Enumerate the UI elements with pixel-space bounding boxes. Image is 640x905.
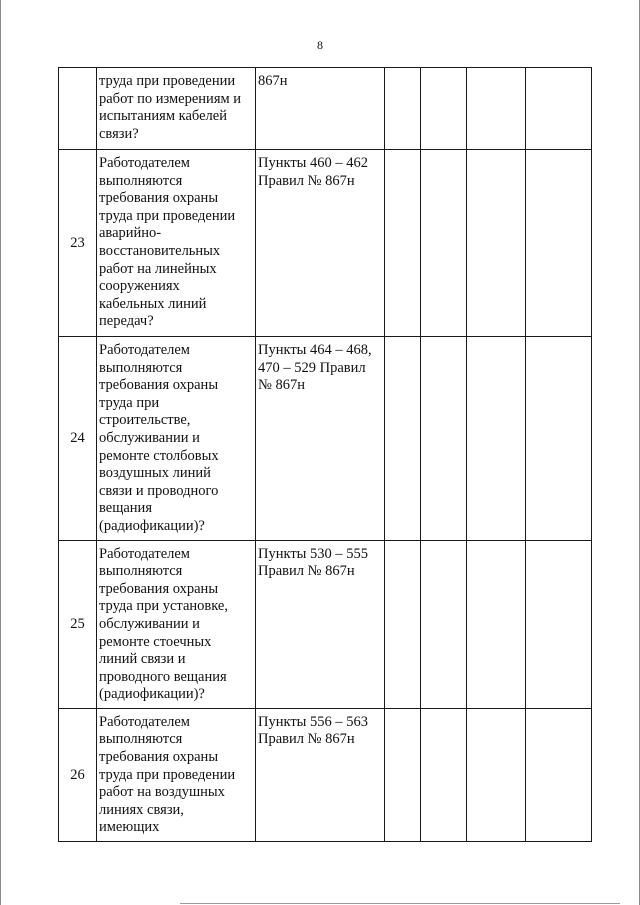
question-cell (97, 540, 256, 708)
reference-cell (256, 337, 385, 541)
text-line: труда при (99, 394, 160, 411)
text-line: аварийно- (99, 225, 162, 242)
text-line: выполняются (99, 563, 183, 580)
text-line: Пункты 556 – 563 (258, 713, 369, 730)
question-cell (97, 150, 256, 337)
reference-cell (256, 540, 385, 708)
text-line: Правил № 867н (258, 172, 355, 189)
row-number-cell: 26 (59, 708, 97, 841)
answer-no-cell (421, 708, 467, 841)
text-line: связи и проводного (99, 482, 219, 499)
reference-cell (256, 708, 385, 841)
text-line: требования охраны (99, 580, 219, 597)
reference-cell (256, 68, 385, 150)
text-line: труда при установке, (99, 598, 228, 615)
text-line: выполняются (99, 731, 183, 748)
text-line: проводного вещания (99, 668, 227, 685)
answer-no-cell (421, 68, 467, 150)
not-applicable-cell (467, 540, 526, 708)
not-applicable-cell (467, 337, 526, 541)
text-line: Работодателем (99, 545, 190, 562)
text-line: выполняются (99, 172, 183, 189)
text-line: испытаниям кабелей (99, 108, 227, 125)
bottom-rule (180, 903, 620, 904)
notes-cell (526, 337, 592, 541)
text-line: линий связи и (99, 651, 186, 668)
notes-cell (526, 68, 592, 150)
table-row (59, 68, 592, 150)
notes-cell (526, 540, 592, 708)
table-row (59, 708, 592, 841)
text-line: Пункты 530 – 555 (258, 545, 369, 562)
question-cell (97, 337, 256, 541)
text-line: выполняются (99, 359, 183, 376)
table-row (59, 540, 592, 708)
question-cell (97, 708, 256, 841)
text-line: труда при проведении (99, 207, 236, 224)
answer-no-cell (421, 150, 467, 337)
text-line: Работодателем (99, 713, 190, 730)
not-applicable-cell (467, 150, 526, 337)
text-line: 470 – 529 Правил (258, 359, 366, 376)
text-line: линиях связи, (99, 801, 184, 818)
text-line: обслуживании и (99, 429, 200, 446)
text-line: Пункты 464 – 468, (258, 342, 372, 358)
text-line: сооружениях (99, 278, 180, 295)
answer-yes-cell (385, 150, 421, 337)
text-line: ремонте стоечных (99, 633, 212, 650)
answer-yes-cell (385, 337, 421, 541)
table-row (59, 337, 592, 541)
answer-yes-cell (385, 540, 421, 708)
text-line: вещания (99, 500, 152, 517)
text-line: передач? (99, 313, 154, 330)
answer-yes-cell (385, 68, 421, 150)
row-number-cell: 25 (59, 540, 97, 708)
text-line: Работодателем (99, 155, 190, 171)
answer-yes-cell (385, 708, 421, 841)
notes-cell (526, 708, 592, 841)
row-number-cell: 24 (59, 337, 97, 541)
page-left-edge (0, 0, 1, 905)
not-applicable-cell (467, 708, 526, 841)
text-line: требования охраны (99, 749, 219, 766)
text-line: работ на воздушных (99, 784, 225, 801)
checklist-table (58, 67, 592, 842)
page-number: 8 (317, 38, 323, 52)
answer-no-cell (421, 540, 467, 708)
text-line: труда при проведении (99, 73, 236, 89)
text-line: воздушных линий (99, 465, 211, 482)
text-line: требования охраны (99, 190, 219, 207)
text-line: обслуживании и (99, 615, 200, 632)
question-cell (97, 68, 256, 150)
notes-cell (526, 150, 592, 337)
text-line: Пункты 460 – 462 (258, 155, 369, 171)
text-line: требования охраны (99, 377, 219, 394)
text-line: Правил № 867н (258, 563, 355, 580)
text-line: строительстве, (99, 412, 191, 429)
text-line: кабельных линий (99, 295, 207, 312)
text-line: (радиофикации)? (99, 686, 205, 703)
text-line: работ на линейных (99, 260, 217, 277)
row-number-cell (59, 68, 97, 150)
text-line: Работодателем (99, 342, 190, 358)
text-line: (радиофикации)? (99, 517, 205, 534)
text-line: ремонте столбовых (99, 447, 219, 464)
not-applicable-cell (467, 68, 526, 150)
table-row (59, 150, 592, 337)
text-line: труда при проведении (99, 766, 236, 783)
text-line: Правил № 867н (258, 731, 355, 748)
text-line: имеющих (99, 819, 160, 836)
text-line: связи? (99, 125, 139, 142)
text-line: работ по измерениям и (99, 90, 242, 107)
answer-no-cell (421, 337, 467, 541)
row-number-cell: 23 (59, 150, 97, 337)
text-line: восстановительных (99, 242, 221, 259)
text-line: № 867н (258, 377, 305, 394)
reference-cell (256, 150, 385, 337)
text-line: 867н (258, 73, 288, 89)
